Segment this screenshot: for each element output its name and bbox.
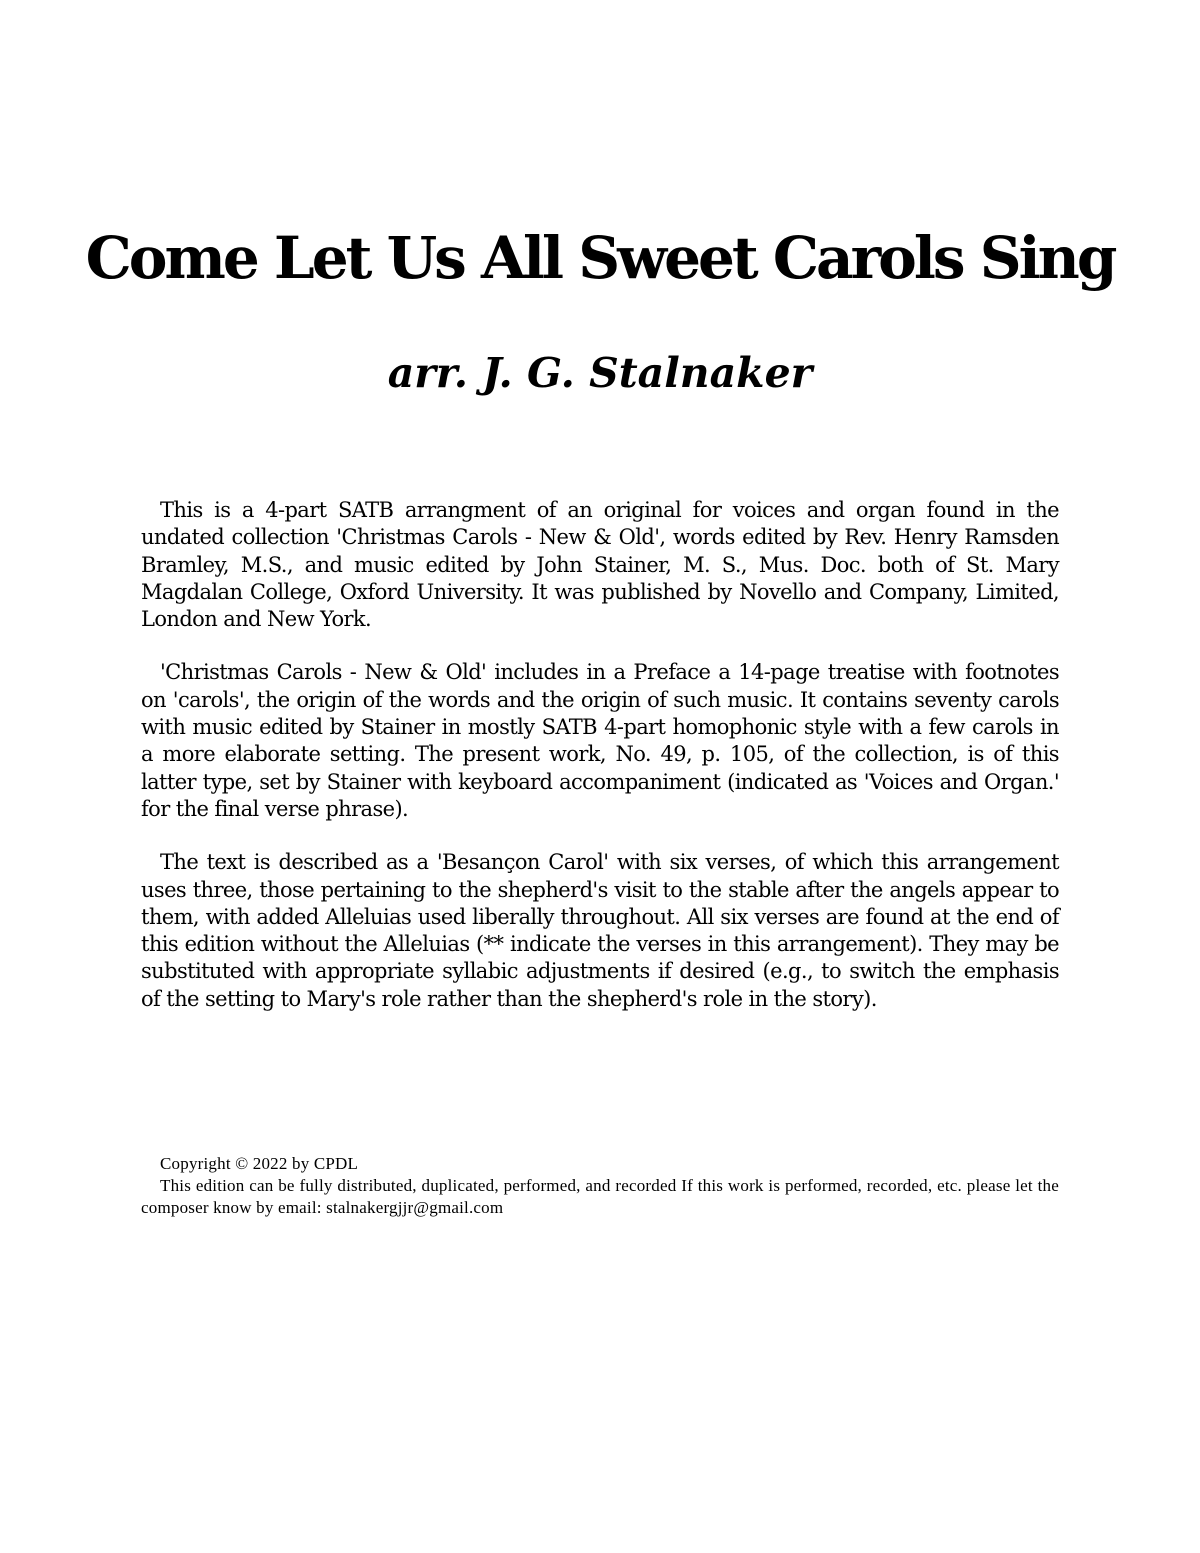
description-body xyxy=(141,497,1059,1039)
copyright-line: Copyright © 2022 by CPDL xyxy=(160,1154,359,1173)
page-title: Come Let Us All Sweet Carols Sing xyxy=(85,224,1115,292)
paragraph-collection-details: 'Christmas Carols - New & Old' includes in a Preface a 14-page treatise with footnotes on 'carols', the origin of the words and the origin of such music. It contains seventy carols with music edited by Stainer in mostly SATB 4-part homophonic style with a few carols in a more elaborate setting. The present work, No. 49, p. 105, of the collection, is of this latter type, set by Stainer with keyboard accompaniment (indicated as 'Voices and Organ.' for the final verse phrase). xyxy=(141,660,1059,821)
copyright-notice xyxy=(141,1153,1059,1219)
license-statement: This edition can be fully distributed, duplicated, performed, and recorded If this work is performed, recorded, etc. please let the composer know by email: stalnakergjjr@gmail.com xyxy=(141,1176,1059,1217)
arranger-credit: arr. J. G. Stalnaker xyxy=(387,349,813,397)
paragraph-arrangement-source: This is a 4-part SATB arrangment of an original for voices and organ found in the undated collection 'Christmas Carols - New & Old', words edited by Rev. Henry Ramsden Bramley, M.S., and music edited by John Stainer, M. S., Mus. Doc. both of St. Mary Magdalan College, Oxford University. It was published by Novello and Company, Limited, London and New York. xyxy=(141,498,1059,632)
paragraph-text-description: The text is described as a 'Besançon Carol' with six verses, of which this arrangement uses three, those pertaining to the shepherd's visit to the stable after the angels appear to them, with added Alleluias used liberally throughout. All six verses are found at the end of this edition without the Alleluias (** indicate the verses in this arrangement). They may be substituted with appropriate syllabic adjustments if desired (e.g., to switch the emphasis of the setting to Mary's role rather than the shepherd's role in the story). xyxy=(141,850,1059,1011)
